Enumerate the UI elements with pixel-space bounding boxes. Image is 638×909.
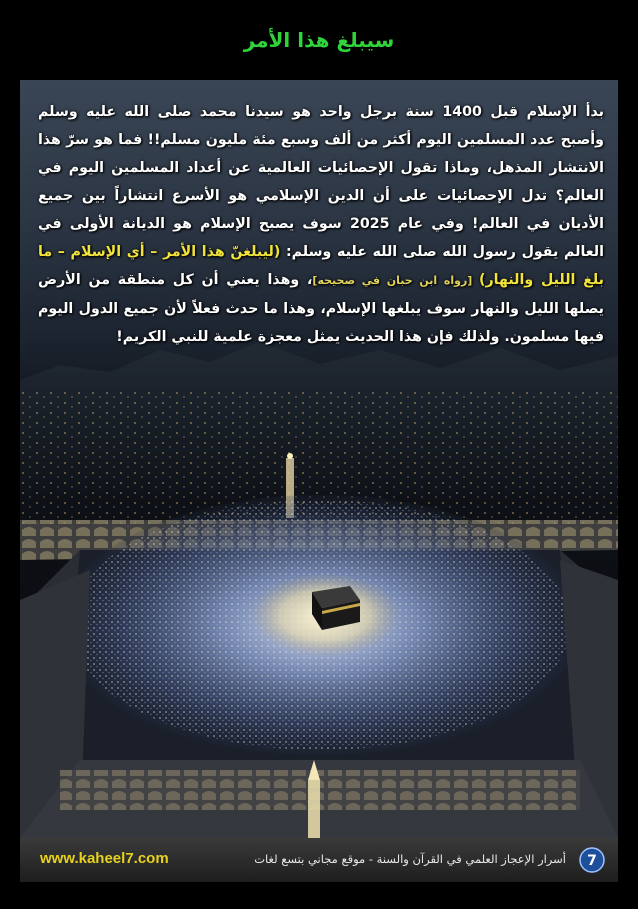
footer-site-link[interactable]: www.kaheel7.com (40, 850, 169, 867)
logo-text: 7 (587, 853, 597, 869)
article-text-after: ، وهذا يعني أن كل منطقة من الأرض يصلها الليل والنهار سوف يبلغها الإسلام، وهذا ما حدث فعلاً لأن جميع الدول اليوم فيها مسلمون. ولذلك فإن هذا الحديث يمثل معجزة علمية للنبي الكريم! (38, 272, 604, 345)
footer-bar (20, 838, 618, 882)
kaheel-logo-icon (578, 846, 606, 874)
article-text (38, 98, 604, 351)
article-text-before: بدأ الإسلام قبل 1400 سنة برجل واحد هو سيدنا محمد صلى الله عليه وسلم وأصبح عدد المسلمين اليوم أكثر من ألف وسبع مئة مليون مسلم!! فما هو سرّ هذا الانتشار المذهل، وماذا تقول الإحصائيات العالمية عن أعداد المسلمين اليوم في العالم؟ تدل الإحصائيات على أن الدين الإسلامي هو الأسرع انتشاراً بين جميع الأديان في العالم! وفي عام 2025 سوف يصبح الإسلام هو الديانة الأولى في العالم يقول رسول الله صلى الله عليه وسلم: (38, 104, 605, 260)
kaaba-night-photo (20, 80, 618, 838)
hadith-citation: [رواه ابن حبان في صحيحه] (312, 274, 480, 287)
footer-tagline: أسرار الإعجاز العلمي في القرآن والسنة - موقع مجاني بتسع لغات (254, 852, 566, 866)
page-title: سيبلغ هذا الأمر (243, 28, 395, 52)
hadith-quote: (ليبلغنّ هذا الأمر – أي الإسلام – ما بلغ الليل والنهار) (38, 244, 604, 288)
